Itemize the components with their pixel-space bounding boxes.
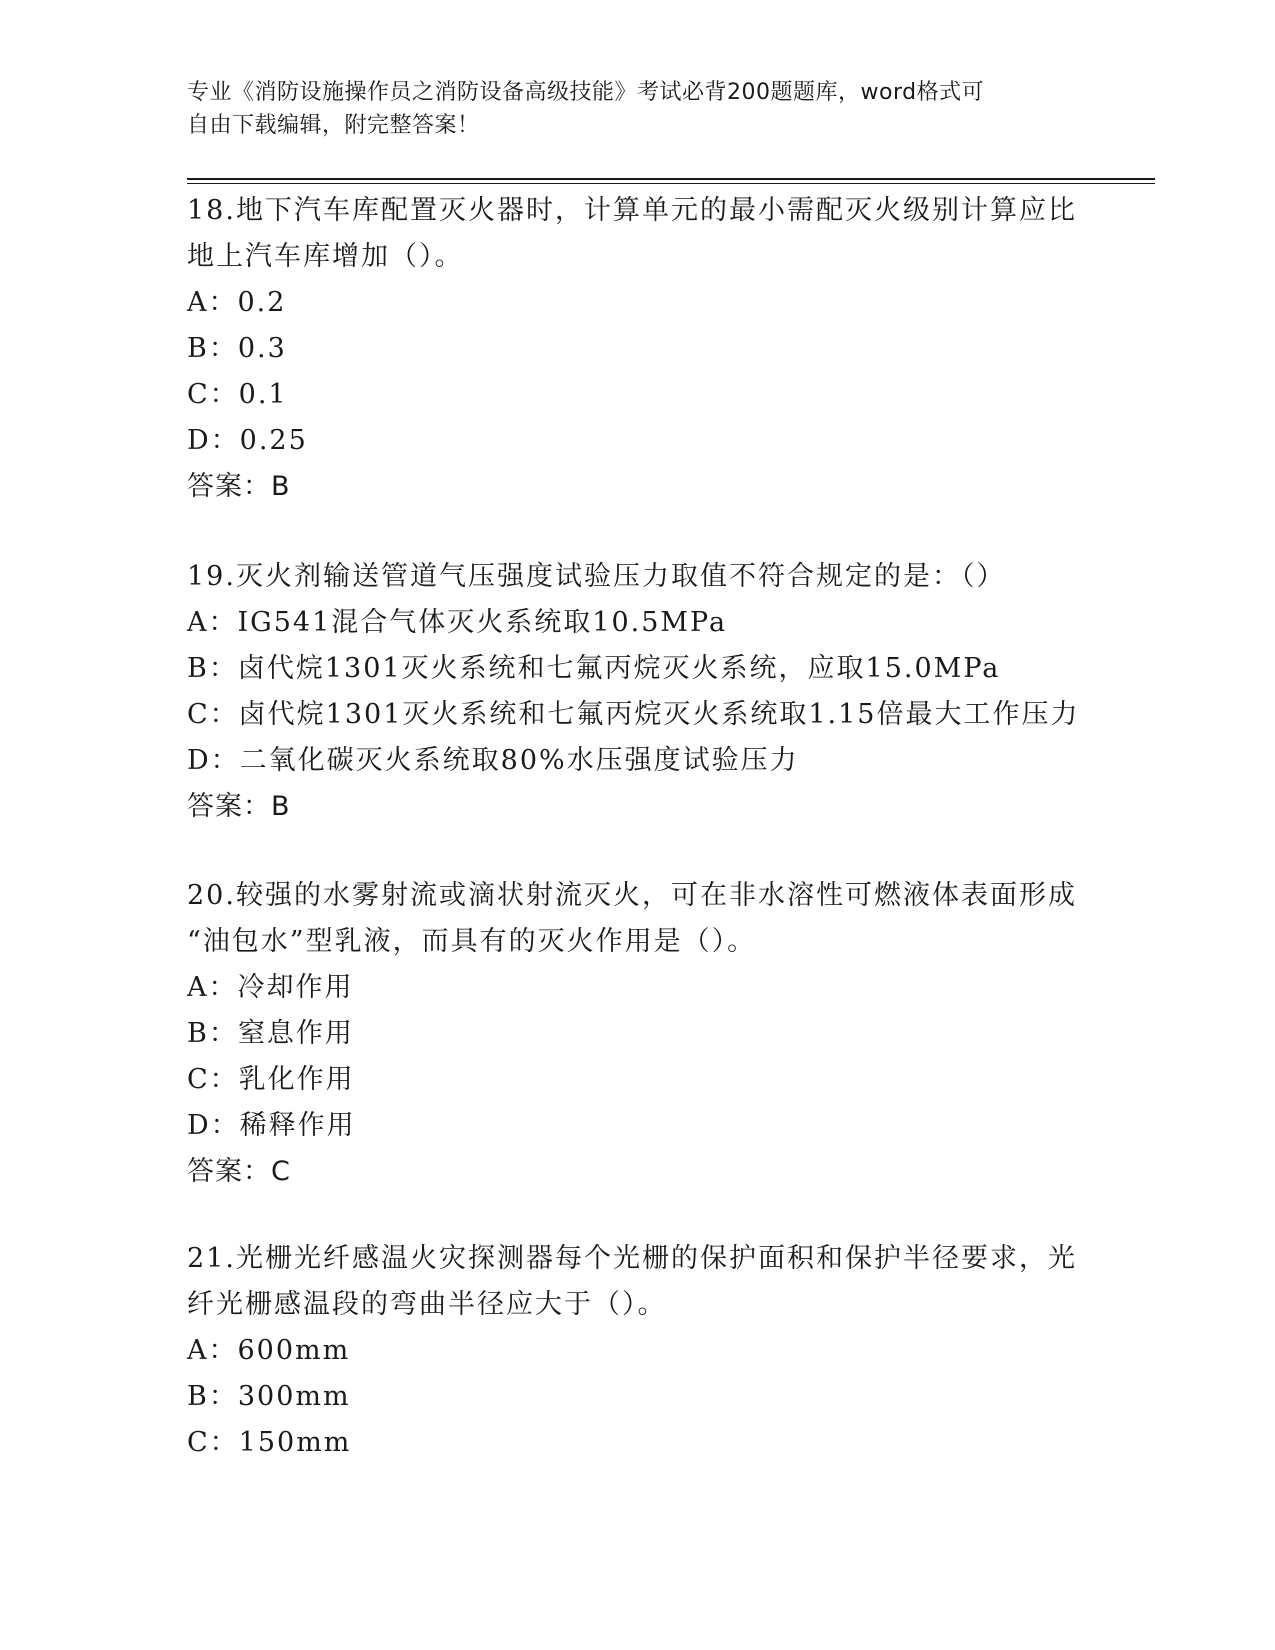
question-stem-line-2: 纤光栅感温段的弯曲半径应大于（）。 bbox=[187, 1289, 667, 1320]
header-line-2: 自由下载编辑，附完整答案！ bbox=[187, 113, 480, 138]
option-c: C：150mm bbox=[187, 1427, 352, 1458]
answer: 答案：C bbox=[187, 1156, 291, 1187]
option-a: A：600mm bbox=[187, 1335, 351, 1366]
question-21 bbox=[187, 1236, 1077, 1466]
question-stem-line-2: 地上汽车库增加（）。 bbox=[187, 241, 464, 272]
option-d: D：稀释作用 bbox=[187, 1110, 356, 1141]
question-stem-line-1: 21.光栅光纤感温火灾探测器每个光栅的保护面积和保护半径要求，光 bbox=[187, 1243, 1077, 1274]
document-header bbox=[187, 76, 1087, 142]
answer: 答案：B bbox=[187, 471, 291, 502]
header-divider-thick bbox=[187, 178, 1155, 180]
option-a: A：IG541混合气体灭火系统取10.5MPa bbox=[187, 607, 728, 638]
question-stem-line-1: 20.较强的水雾射流或滴状射流灭火，可在非水溶性可燃液体表面形成 bbox=[187, 880, 1077, 911]
question-stem-line-1: 18.地下汽车库配置灭火器时，计算单元的最小需配灭火级别计算应比 bbox=[187, 195, 1077, 226]
option-a: A：冷却作用 bbox=[187, 972, 354, 1003]
question-stem-line-2: “油包水”型乳液，而具有的灭火作用是（）。 bbox=[187, 926, 757, 957]
question-19 bbox=[187, 554, 1080, 830]
option-b: B：300mm bbox=[187, 1381, 351, 1412]
option-b: B：窒息作用 bbox=[187, 1018, 354, 1049]
question-20 bbox=[187, 873, 1077, 1195]
option-c: C：乳化作用 bbox=[187, 1064, 355, 1095]
answer: 答案：B bbox=[187, 791, 291, 822]
question-stem-line-1: 19.灭火剂输送管道气压强度试验压力取值不符合规定的是：（） bbox=[187, 561, 1006, 592]
question-18 bbox=[187, 188, 1077, 510]
option-c: C：0.1 bbox=[187, 379, 288, 410]
option-b: B：卤代烷1301灭火系统和七氟丙烷灭火系统，应取15.0MPa bbox=[187, 653, 1001, 684]
option-b: B：0.3 bbox=[187, 333, 287, 364]
option-d: D：0.25 bbox=[187, 425, 308, 456]
header-divider-thin bbox=[187, 183, 1155, 184]
option-c: C：卤代烷1301灭火系统和七氟丙烷灭火系统取1.15倍最大工作压力 bbox=[187, 699, 1080, 730]
header-line-1: 专业《消防设施操作员之消防设备高级技能》考试必背200题题库，word格式可 bbox=[187, 80, 985, 105]
option-a: A：0.2 bbox=[187, 287, 287, 318]
option-d: D：二氧化碳灭火系统取80%水压强度试验压力 bbox=[187, 745, 799, 776]
